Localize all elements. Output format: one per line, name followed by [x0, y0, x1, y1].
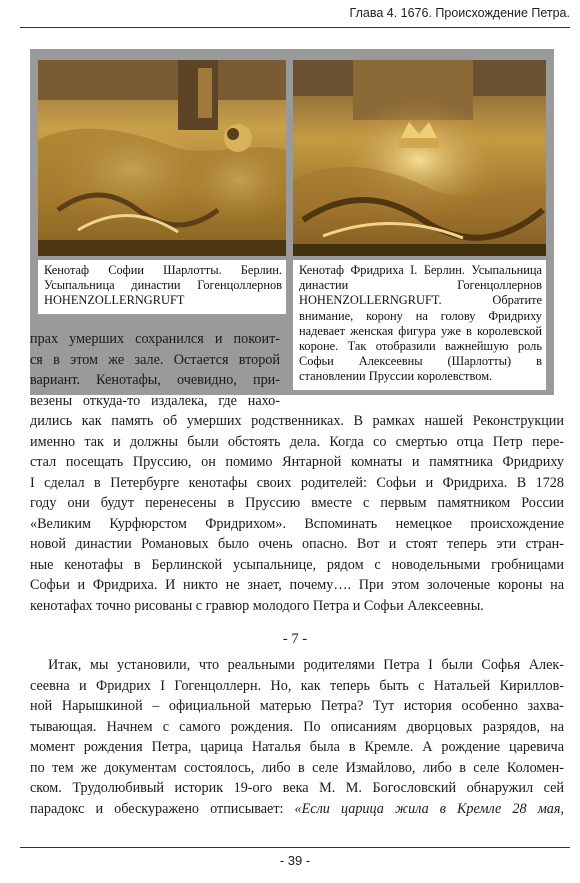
text-line: момент рождения Петра, царица Наталья была в Кремле. А рождение царевича [30, 739, 564, 755]
caption-frederick: Кенотаф Фридриха I. Берлин. Усыпальница династии Гогенцоллернов HOHENZOLLERNGRUFT. Обратите внимание, корону на голову Фридриху надевает женская фигура уже в королевской короне. Так отобразили важнейшую роль Софьи Алексеевны (Шарлотты) в становлении Пруссии королевством. [293, 260, 546, 390]
text-line: Софьи и Фридриха. И никто не знает, почему…. При этом золоченые короны на [30, 577, 564, 593]
paragraph-1 [30, 411, 564, 616]
text-line-mixed [30, 799, 564, 820]
text-line: дились как память об умерших родственниках. В рамках нашей Реконструкции [30, 413, 564, 429]
footer-rule [20, 847, 570, 848]
paragraph-1-wrapped-lines [30, 329, 280, 411]
text-line: кенотафах точно рисованы с гравюр молодого Петра и Софьи Алексеевны. [30, 597, 484, 614]
text-plain: парадокс и обескуражено отписывает: [30, 800, 295, 817]
caption-sophia-charlotte: Кенотаф Софии Шарлотты. Берлин. Усыпальница династии Гогенцоллернов HOHENZOLLERNGRUFT [38, 260, 286, 314]
text-line: везены откуда-то издалека, где нахо- [30, 392, 280, 409]
text-line: I сделал в Петербурге кенотафы своих родителей: Софьи и Фридриха. В 1728 [30, 474, 564, 491]
text-line: стал посещать Пруссию, он помимо Янтарной комнаты и памятника Фридриху [30, 454, 564, 470]
text-line: Итак, мы установили, что реальными родителями Петра I были Софья Алек- [48, 657, 564, 673]
text-line: именно так и должны были обстоять дела. Когда со смертью отца Петр пере- [30, 433, 564, 450]
quote-italic: «Если царица жила в Кремле 28 мая, [294, 800, 564, 817]
text-line: новой династии Романовых было очень опасно. Вот и стоят теперь эти стран- [30, 536, 564, 552]
text-line: ском. Трудолюбивый историк 19-ого века М. М. Богословский обнаружил сей [30, 780, 564, 796]
header-rule [20, 27, 570, 28]
cenotaph-frederick-photo [293, 60, 546, 256]
paragraph-2 [30, 655, 564, 819]
text-line: сеевна и Фридрих I Гогенцоллерн. Но, как теперь быть с Натальей Кириллов- [30, 677, 564, 694]
text-line: году они будут перенесены в Пруссию вместе с первым памятником России [30, 495, 564, 511]
text-line: «Великим Курфюрстом Фридрихом». Вспоминать немецкое происхождение [30, 515, 564, 532]
text-line: ные кенотафы в Берлинской усыпальнице, рядом с новодельными гробницами [30, 556, 564, 573]
section-number: - 7 - [282, 631, 308, 647]
text-line: по тем же документам состоялось, либо в селе Измайлово, либо в селе Коломен- [30, 759, 564, 776]
running-header: Глава 4. 1676. Происхождение Петра. [349, 6, 570, 20]
text-line: прах умерших сохранился и покоит- [30, 331, 280, 347]
cenotaph-sophia-charlotte-image [38, 60, 286, 256]
text-line: вариант. Кенотафы, очевидно, при- [30, 372, 280, 388]
cenotaph-frederick-image [293, 60, 546, 256]
text-line: ся в этом же зале. Остается второй [30, 351, 280, 368]
text-line: ной Нарышкиной – официальной матерью Петра? Тут история особенно захва- [30, 698, 564, 714]
text-line: тывающая. Начнем с самого рождения. По описаниям дворцовых разрядов, на [30, 718, 564, 735]
page-number: - 39 - [279, 853, 311, 868]
cenotaph-sophia-charlotte-photo [38, 60, 286, 256]
